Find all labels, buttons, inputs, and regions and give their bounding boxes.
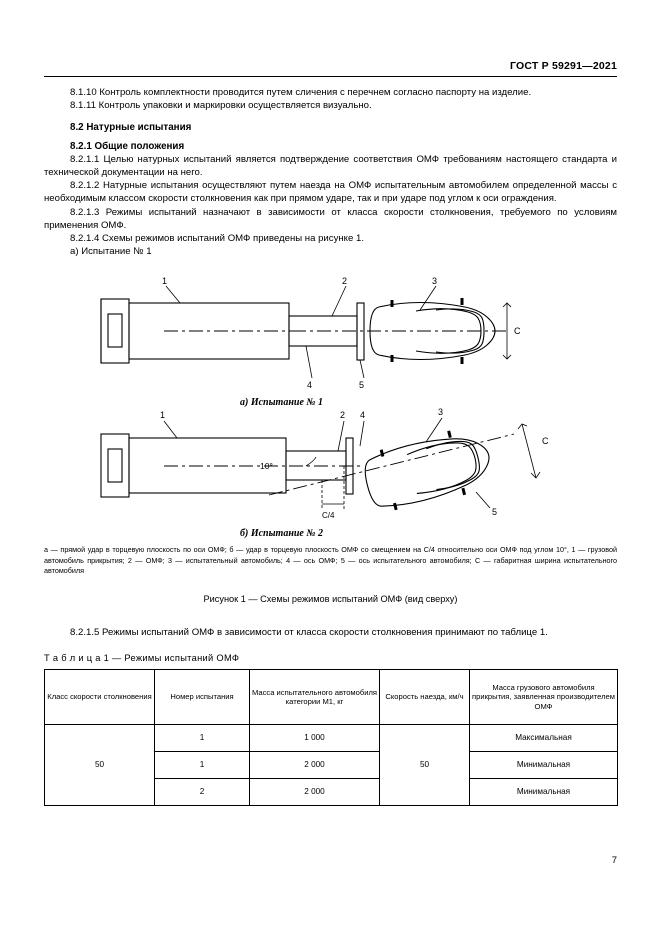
paragraph-8-1-11: 8.1.11 Контроль упаковки и маркировки осуществляется визуально. xyxy=(70,100,372,112)
cell-speed-class: 50 xyxy=(45,725,155,806)
table-row xyxy=(45,725,618,752)
callout-top-3: 3 xyxy=(432,276,438,287)
figure-note: а — прямой удар в торцевую плоскость по оси ОМФ; б — удар в торцевую плоскость ОМФ со смещением на C/4 относительно оси ОМФ под углом 10°, 1 — грузовой автомобиль прикрытия; 2 — ОМФ; 3 — испытательный автомобиль; 4 — ось ОМФ; 5 — ось испытательного автомобиля; C — габаритная ширина испытательного автомобиля xyxy=(44,545,617,575)
figure-1 xyxy=(44,266,617,541)
header-divider xyxy=(44,76,617,77)
cell-truck-mass: Минимальная xyxy=(470,779,618,806)
callout-bottom-3: 3 xyxy=(438,407,444,418)
callout-top-1: 1 xyxy=(162,276,168,287)
callout-bottom-5: 5 xyxy=(492,507,498,518)
page-content xyxy=(44,86,617,806)
figure-1-svg xyxy=(44,266,617,541)
cell-speed: 50 xyxy=(380,725,470,806)
callout-top-5: 5 xyxy=(359,380,365,391)
figure-label-a: а) Испытание № 1 xyxy=(240,397,324,409)
dim-c-bottom: C xyxy=(542,436,549,447)
page-number: 7 xyxy=(611,855,617,866)
figure-label-b: б) Испытание № 2 xyxy=(240,528,324,540)
table-1 xyxy=(44,669,618,806)
paragraph-8-2-1-2: 8.2.1.2 Натурные испытания осуществляют путем наезда на ОМФ испытательным автомобилем определенной массы с необходимым классом скорости столкновения как при прямом ударе, так и при ударе под углом к оси ограждения. xyxy=(44,180,617,205)
table-col-header: Скорость наезда, км/ч xyxy=(380,670,470,725)
heading-8-2-1: 8.2.1 Общие положения xyxy=(70,140,185,152)
callout-bottom-2: 2 xyxy=(340,410,346,421)
cell-test-number: 1 xyxy=(155,725,250,752)
cell-test-number: 1 xyxy=(155,752,250,779)
paragraph-8-2-1-4: 8.2.1.4 Схемы режимов испытаний ОМФ приведены на рисунке 1. xyxy=(70,233,364,245)
cell-mass: 2 000 xyxy=(250,779,380,806)
cell-mass: 2 000 xyxy=(250,752,380,779)
callout-bottom-1: 1 xyxy=(160,410,166,421)
dim-c-top: C xyxy=(514,326,521,337)
cell-mass: 1 000 xyxy=(250,725,380,752)
callout-bottom-4: 4 xyxy=(360,410,366,421)
paragraph-8-2-1-5: 8.2.1.5 Режимы испытаний ОМФ в зависимости от класса скорости столкновения принимают по таблице 1. xyxy=(70,627,548,639)
table-1-title: Т а б л и ц а 1 — Режимы испытаний ОМФ xyxy=(44,653,240,664)
table-col-header: Масса грузового автомобиля прикрытия, заявленная производителем ОМФ xyxy=(470,670,618,725)
table-col-header: Номер испытания xyxy=(155,670,250,725)
paragraph-8-2-1-1: 8.2.1.1 Целью натурных испытаний является подтверждение соответствия ОМФ требованиям настоящего стандарта и технической документации на него. xyxy=(44,153,617,179)
c4-label: C/4 xyxy=(322,511,335,521)
table-col-header: Класс скорости столкновения xyxy=(45,670,155,725)
paragraph-8-2-1-3: 8.2.1.3 Режимы испытаний назначают в зависимости от класса скорости столкновения, требуемого по условиям применения ОМФ. xyxy=(44,206,617,231)
callout-top-2: 2 xyxy=(342,276,348,287)
cell-test-number: 2 xyxy=(155,779,250,806)
paragraph-8-1-10: 8.1.10 Контроль комплектности проводится путем сличения с перечнем согласно паспорту на изделие. xyxy=(70,87,532,98)
callout-top-4: 4 xyxy=(307,380,313,391)
cell-truck-mass: Максимальная xyxy=(470,725,618,752)
cell-truck-mass: Минимальная xyxy=(470,752,618,779)
figure-caption: Рисунок 1 — Схемы режимов испытаний ОМФ (вид сверху) xyxy=(203,594,458,605)
table-col-header: Масса испытательного автомобиля категории М1, кг xyxy=(250,670,380,725)
heading-8-2: 8.2 Натурные испытания xyxy=(70,122,192,134)
table-header-row xyxy=(45,670,618,725)
paragraph-test-1-label: а) Испытание № 1 xyxy=(70,246,152,258)
page-header-standard: ГОСТ Р 59291—2021 xyxy=(509,60,617,72)
angle-label: 10° xyxy=(260,461,273,472)
